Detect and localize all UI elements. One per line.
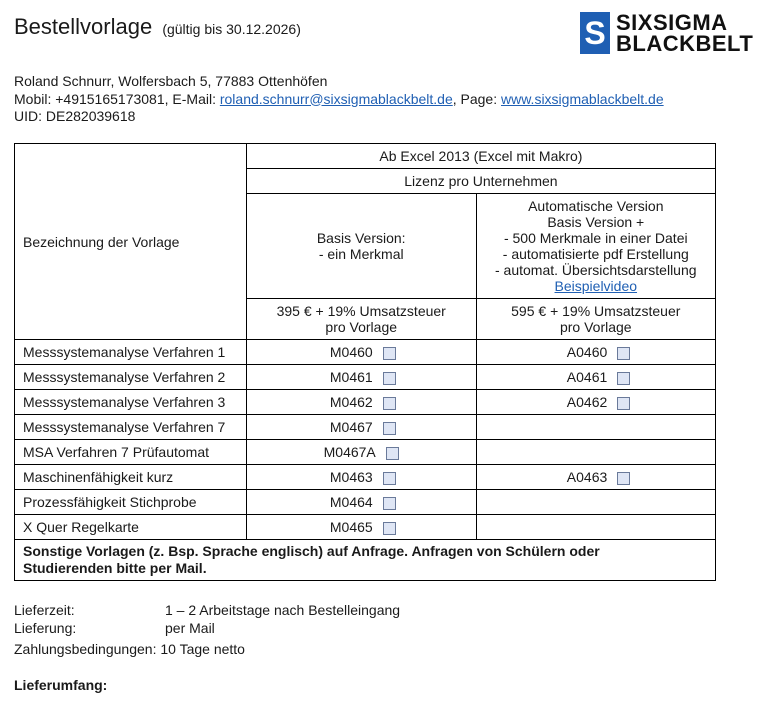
basis-line-1: Basis Version: <box>316 230 406 246</box>
basis-line-2: - ein Merkmal <box>318 246 404 262</box>
logo-mark: S <box>580 12 610 54</box>
table-row <box>15 490 716 515</box>
table-row <box>15 365 716 390</box>
table-row <box>15 390 716 415</box>
mobile-text: Mobil: +4915165173081, E-Mail: <box>14 90 220 107</box>
basis-checkbox[interactable] <box>383 422 396 435</box>
note-line-2: Studierenden bitte per Mail. <box>23 560 207 576</box>
page-label: , Page: <box>452 90 501 107</box>
basis-code: M0467A <box>323 444 376 460</box>
excel-version-cell: Ab Excel 2013 (Excel mit Makro) <box>246 144 715 169</box>
auto-code: A0460 <box>566 344 608 360</box>
basis-code: M0464 <box>329 494 373 510</box>
auto-line-4: - automatisierte pdf Erstellung <box>502 246 689 262</box>
empty-cell <box>476 440 715 465</box>
basis-code: M0462 <box>329 394 373 410</box>
website-link[interactable]: www.sixsigmablackbelt.de <box>501 90 664 107</box>
empty-cell <box>476 515 715 540</box>
basis-code: M0460 <box>329 344 373 360</box>
basis-code: M0461 <box>329 369 373 385</box>
empty-cell <box>476 415 715 440</box>
auto-code: A0463 <box>566 469 608 485</box>
basis-price-cell <box>246 299 476 340</box>
auto-price-line-2: pro Vorlage <box>559 319 632 335</box>
delivery-value: per Mail <box>165 619 215 636</box>
scope-heading: Lieferumfang: <box>14 677 108 693</box>
basis-code: M0463 <box>329 469 373 485</box>
auto-version-cell <box>476 194 715 299</box>
basis-checkbox[interactable] <box>383 397 396 410</box>
basis-checkbox[interactable] <box>383 472 396 485</box>
page-title <box>14 14 301 40</box>
empty-cell <box>476 490 715 515</box>
template-name: MSA Verfahren 7 Prüfautomat <box>15 440 247 465</box>
table-row <box>15 465 716 490</box>
auto-line-2: Basis Version + <box>547 214 645 230</box>
license-cell: Lizenz pro Unternehmen <box>246 169 715 194</box>
auto-checkbox[interactable] <box>617 397 630 410</box>
basis-price-line-1: 395 € + 19% Umsatzsteuer <box>276 303 446 319</box>
template-name: Maschinenfähigkeit kurz <box>15 465 247 490</box>
auto-line-1: Automatische Version <box>528 198 664 214</box>
example-video-link[interactable]: Beispielvideo <box>554 278 638 294</box>
delivery-time-value: 1 – 2 Arbeitstage nach Bestelleingang <box>165 602 401 618</box>
order-table <box>14 143 716 581</box>
basis-code: M0465 <box>329 519 373 535</box>
table-row <box>15 515 716 540</box>
auto-price-cell <box>476 299 715 340</box>
template-name: Messsystemanalyse Verfahren 7 <box>15 415 247 440</box>
company-logo <box>580 12 753 54</box>
row-header-cell: Bezeichnung der Vorlage <box>15 144 247 340</box>
basis-price-line-2: pro Vorlage <box>325 319 398 335</box>
basis-checkbox[interactable] <box>383 347 396 360</box>
auto-price-line-1: 595 € + 19% Umsatzsteuer <box>511 303 681 319</box>
auto-line-3: - 500 Merkmale in einer Datei <box>503 230 688 246</box>
basis-checkbox[interactable] <box>383 497 396 510</box>
contact-uid: UID: DE282039618 <box>14 108 136 124</box>
note-cell <box>15 540 716 581</box>
delivery-label: Lieferung: <box>14 619 77 636</box>
auto-checkbox[interactable] <box>617 472 630 485</box>
logo-line-2: BLACKBELT <box>616 31 754 56</box>
auto-line-5: - automat. Übersichtsdarstellung <box>495 262 697 278</box>
basis-checkbox[interactable] <box>383 522 396 535</box>
auto-checkbox[interactable] <box>617 372 630 385</box>
basis-code: M0467 <box>329 419 373 435</box>
template-name: Messsystemanalyse Verfahren 2 <box>15 365 247 390</box>
payment-label: Zahlungsbedingungen: <box>14 641 157 657</box>
auto-code: A0461 <box>566 369 608 385</box>
note-line-1: Sonstige Vorlagen (z. Bsp. Sprache englisch) auf Anfrage. Anfragen von Schülern oder <box>23 543 600 559</box>
template-name: Messsystemanalyse Verfahren 3 <box>15 390 247 415</box>
auto-checkbox[interactable] <box>617 347 630 360</box>
terms-block <box>14 602 400 659</box>
contact-address: Roland Schnurr, Wolfersbach 5, 77883 Ottenhöfen <box>14 73 328 89</box>
auto-code: A0462 <box>566 394 608 410</box>
basis-checkbox[interactable] <box>383 372 396 385</box>
payment-value: 10 Tage netto <box>160 641 245 657</box>
table-row <box>15 440 716 465</box>
template-name: X Quer Regelkarte <box>15 515 247 540</box>
validity-note: (gültig bis 30.12.2026) <box>162 21 301 37</box>
basis-checkbox[interactable] <box>386 447 399 460</box>
template-name: Messsystemanalyse Verfahren 1 <box>15 340 247 365</box>
template-name: Prozessfähigkeit Stichprobe <box>15 490 247 515</box>
table-row <box>15 415 716 440</box>
title-text: Bestellvorlage <box>14 14 153 39</box>
contact-block <box>14 73 664 126</box>
contact-line <box>14 91 664 109</box>
basis-version-cell <box>246 194 476 299</box>
table-row <box>15 340 716 365</box>
logo-line-1: SIXSIGMA <box>616 10 728 35</box>
delivery-time-label: Lieferzeit: <box>14 602 75 618</box>
email-link[interactable]: roland.schnurr@sixsigmablackbelt.de <box>219 90 453 107</box>
